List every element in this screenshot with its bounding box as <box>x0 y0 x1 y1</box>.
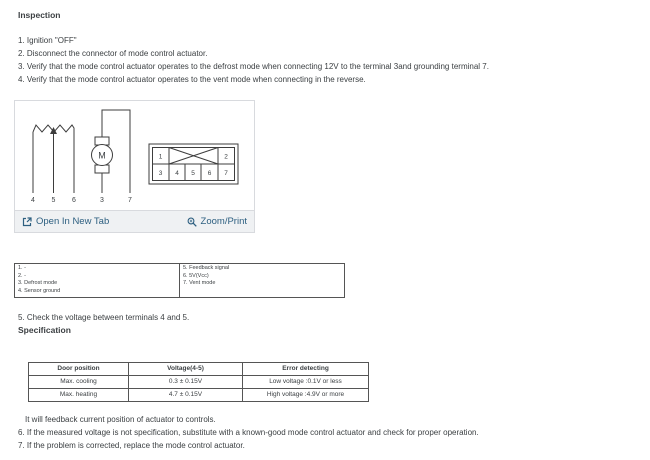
inspection-step-7: 7. If the problem is corrected, replace the mode control actuator. <box>18 441 245 450</box>
motor-pin-3-label: 3 <box>100 197 104 204</box>
connector-pin-6: 6 <box>207 170 212 177</box>
inspection-step-5: 5. Check the voltage between terminals 4 and 5. <box>18 313 190 322</box>
legend-line: 3. Defrost mode <box>18 280 58 286</box>
motor-m-label: M <box>98 150 106 161</box>
feedback-note: It will feedback current position of actuator to controls. <box>25 415 216 424</box>
open-in-new-tab-label: Open In New Tab <box>36 216 110 227</box>
spec-cell: 0.3 ± 0.15V <box>129 376 243 389</box>
specification-table <box>28 362 369 402</box>
inspection-step-1: 1. Ignition "OFF" <box>18 36 77 45</box>
schematic-card <box>14 100 255 233</box>
spec-header-row <box>29 363 369 376</box>
open-in-new-tab-link[interactable] <box>22 215 109 228</box>
pin-legend-left-cell <box>15 264 180 298</box>
legend-line: 1. - <box>18 265 26 271</box>
connector-pin-3: 3 <box>158 170 163 177</box>
motor-symbol <box>92 110 133 204</box>
connector-pin-5: 5 <box>191 170 195 177</box>
pot-pin-6-label: 6 <box>72 197 76 204</box>
legend-line: 6. 5V(Vcc) <box>183 272 209 279</box>
final-steps <box>18 426 479 452</box>
spec-header-error-detecting: Error detecting <box>243 363 369 376</box>
spec-cell: High voltage :4.9V or more <box>243 389 369 402</box>
connector-pin-2: 2 <box>224 153 228 161</box>
zoom-print-label: Zoom/Print <box>200 216 247 227</box>
inspection-step-3: 3. Verify that the mode control actuator operates to the defrost mode when connecting 12V to the terminal 3and grounding terminal 7. <box>18 62 489 71</box>
spec-cell: Low voltage :0.1V or less <box>243 376 369 389</box>
pot-pin-5-label: 5 <box>51 197 56 204</box>
spec-cell: Max. heating <box>29 389 129 402</box>
pin-legend-table <box>14 263 345 298</box>
motor-pin-7-label: 7 <box>128 197 132 204</box>
specification-heading: Specification <box>18 325 71 335</box>
legend-line: 2. - <box>18 272 26 279</box>
inspection-step-2: 2. Disconnect the connector of mode control actuator. <box>18 49 208 58</box>
spec-header-voltage: Voltage(4-5) <box>129 363 243 376</box>
legend-line: 4. Sensor ground <box>18 287 61 294</box>
zoom-print-link[interactable] <box>187 215 247 228</box>
spec-cell: Max. cooling <box>29 376 129 389</box>
connector-pin-7: 7 <box>224 170 228 177</box>
legend-line: 7. Vent mode <box>183 280 216 286</box>
magnifier-icon <box>187 217 197 227</box>
actuator-circuit-schematic <box>15 101 254 210</box>
pot-pin-4-label: 4 <box>31 197 35 204</box>
legend-line: 5. Feedback signal <box>183 265 230 271</box>
open-in-new-icon <box>22 217 32 227</box>
pin-legend-right-cell <box>180 264 345 298</box>
inspection-steps <box>18 34 489 86</box>
spec-cell: 4.7 ± 0.15V <box>129 389 243 402</box>
spec-row-max-cooling <box>29 376 369 389</box>
schematic-footer <box>15 210 254 232</box>
connector-pin-1: 1 <box>158 153 163 161</box>
inspection-step-6: 6. If the measured voltage is not specification, substitute with a known-good mode control actuator and check for proper operation. <box>18 428 479 437</box>
spec-header-door-position: Door position <box>29 363 129 376</box>
spec-row-max-heating <box>29 389 369 402</box>
connector-pinout <box>149 144 238 184</box>
connector-pin-4: 4 <box>175 170 179 177</box>
potentiometer-symbol <box>31 125 76 204</box>
inspection-heading: Inspection <box>18 10 61 20</box>
inspection-step-4: 4. Verify that the mode control actuator operates to the vent mode when connecting in the reverse. <box>18 75 366 84</box>
